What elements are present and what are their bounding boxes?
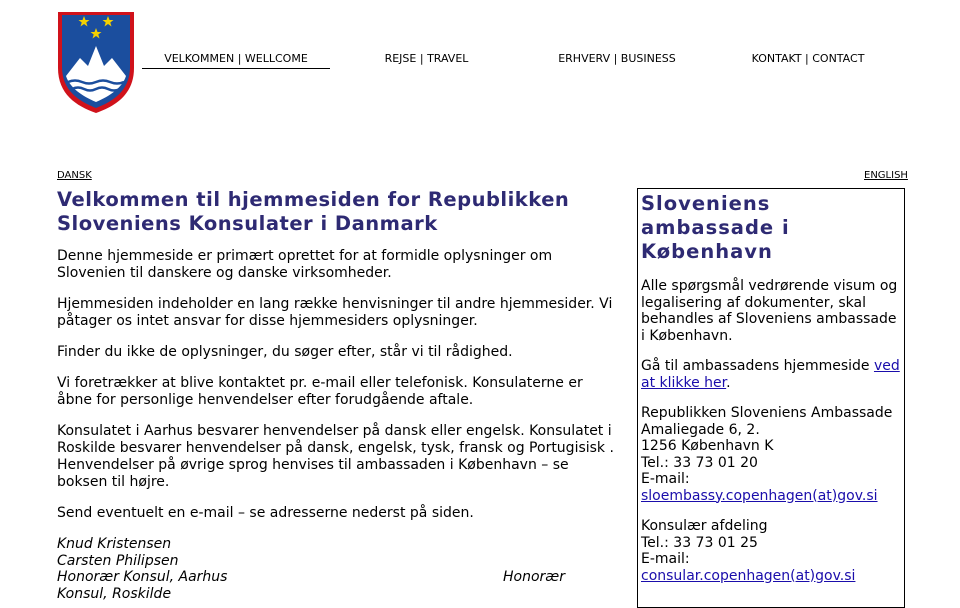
signature-name-1: Knud Kristensen bbox=[57, 536, 172, 552]
signature-block bbox=[57, 536, 617, 602]
nav-item-velkommen[interactable]: VELKOMMEN | WELLCOME bbox=[142, 52, 330, 69]
paragraph-contact-preference: Vi foretrækker at blive kontaktet pr. e-mail eller telefonisk. Konsulaterne er åbne for personlige henvendelser efter forudgående aftale. bbox=[57, 375, 583, 408]
paragraph-languages: Konsulatet i Aarhus besvarer henvendelser på dansk eller engelsk. Konsulatet i Roskilde besvarer henvendelser på dansk, engelsk, tysk, fransk og Portugisisk . Henvendelser på øvrige sprog henvises til ambassaden i København – se boksen til højre. bbox=[57, 423, 614, 490]
embassy-info-box bbox=[637, 188, 905, 608]
language-link-english[interactable]: ENGLISH bbox=[864, 170, 908, 181]
signature-title-2-end: Konsul, Roskilde bbox=[57, 585, 172, 602]
embassy-homepage-link[interactable]: ved at klikke her bbox=[641, 358, 900, 391]
nav-item-erhverv[interactable]: ERHVERV | BUSINESS bbox=[558, 52, 676, 65]
main-content bbox=[57, 188, 617, 602]
paragraph-intro: Denne hjemmeside er primært oprettet for at formidle oplysninger om Slovenien til danskere og danske virksomheder. bbox=[57, 248, 553, 281]
nav-item-kontakt[interactable]: KONTAKT | CONTACT bbox=[751, 52, 865, 65]
consular-section: Konsulær afdeling Tel.: 33 73 01 25 E-mail: consular.copenhagen(at)gov.si bbox=[641, 518, 856, 584]
embassy-intro: Alle spørgsmål vedrørende visum og legalisering af dokumenter, skal behandles af Sloveniens ambassade i København. bbox=[641, 278, 898, 344]
paragraph-disclaimer: Hjemmesiden indeholder en lang række henvisninger til andre hjemmesider. Vi påtager os intet ansvar for disse hjemmesiders oplysninger. bbox=[57, 296, 613, 329]
signature-title-2-start: Honorær bbox=[503, 569, 565, 585]
embassy-box-title: Sloveniens ambassade i København bbox=[641, 192, 790, 263]
language-link-dansk[interactable]: DANSK bbox=[57, 170, 92, 181]
embassy-address: Republikken Sloveniens Ambassade Amaliegade 6, 2. 1256 København K Tel.: 33 73 01 20 E-mail: sloembassy.copenhagen(at)gov.si bbox=[641, 405, 893, 504]
nav-item-rejse[interactable]: REJSE | TRAVEL bbox=[384, 52, 469, 65]
paragraph-help: Finder du ikke de oplysninger, du søger efter, står vi til rådighed. bbox=[57, 344, 513, 360]
signature-name-2: Carsten Philipsen bbox=[57, 552, 179, 569]
signature-title-1: Honorær Konsul, Aarhus bbox=[57, 569, 228, 585]
page-title: Velkommen til hjemmesiden for Republikken Sloveniens Konsulater i Danmark bbox=[57, 188, 570, 235]
paragraph-email: Send eventuelt en e-mail – se adresserne nederst på siden. bbox=[57, 505, 474, 521]
main-navigation bbox=[0, 52, 960, 72]
embassy-homepage-text: Gå til ambassadens hjemmeside ved at klikke her. bbox=[641, 358, 900, 391]
embassy-email-link[interactable]: sloembassy.copenhagen(at)gov.si bbox=[641, 487, 878, 504]
consular-email-link[interactable]: consular.copenhagen(at)gov.si bbox=[641, 567, 856, 584]
